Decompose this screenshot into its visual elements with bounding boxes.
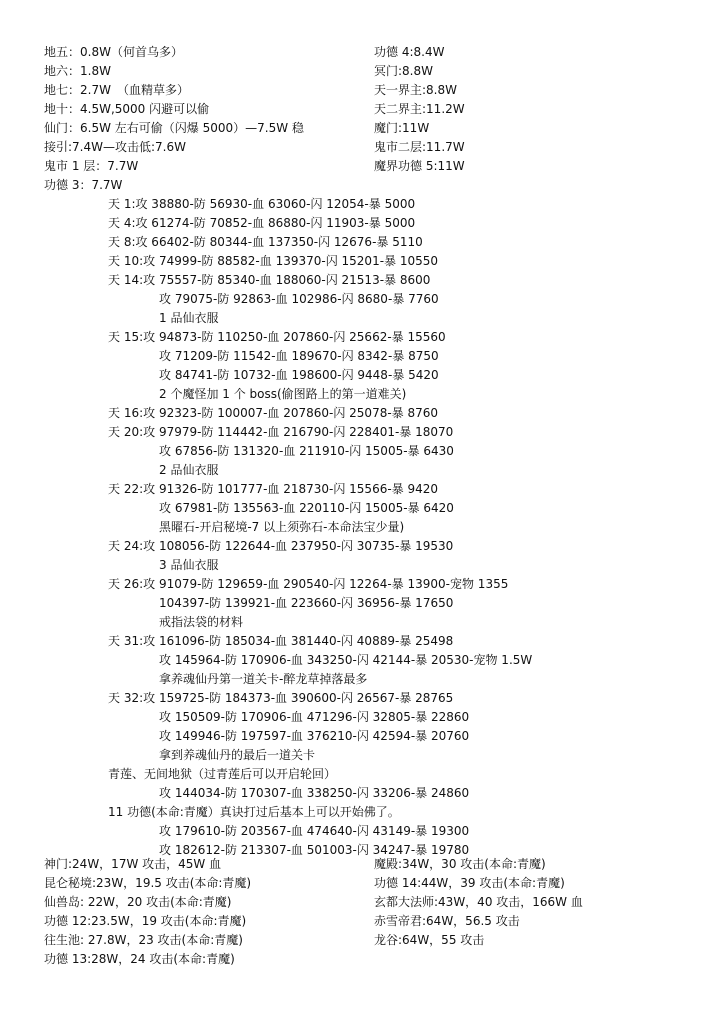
stat-line: 攻 67856-防 131320-血 211910-闪 15005-暴 6430 [159,444,454,458]
stat-line: 3 品仙衣服 [159,558,219,572]
text-line: 地七：2.7W （血精草多） [44,83,189,97]
text-line: 玄都大法师:43W，40 攻击，166W 血 [374,895,583,909]
stat-line: 天 4:攻 61274-防 70852-血 86880-闪 11903-暴 5000 [108,216,416,230]
stat-line: 天 24:攻 108056-防 122644-血 237950-闪 30735-暴 19530 [108,539,454,553]
stat-line: 天 14:攻 75557-防 85340-血 188060-闪 21513-暴 8600 [108,273,431,287]
bottom-left-list [44,855,364,969]
top-left-list [44,43,364,176]
stat-line: 天 31:攻 161096-防 185034-血 381440-闪 40889-暴 25498 [108,634,454,648]
stat-line: 功德 3：7.7W [44,178,123,192]
stat-line: 104397-防 139921-血 223660-闪 36956-暴 17650 [159,596,454,610]
text-line: 功德 4:8.4W [374,45,445,59]
stat-line: 青莲、无间地狱（过青莲后可以开启轮回） [108,767,337,781]
text-line: 冥门:8.8W [374,64,433,78]
stat-line: 拿养魂仙丹第一道关卡-醉龙草掉落最多 [159,672,368,686]
text-line: 天二界主:11.2W [374,102,465,116]
stat-line: 攻 84741-防 10732-血 198600-闪 9448-暴 5420 [159,368,439,382]
stat-line: 攻 179610-防 203567-血 474640-闪 43149-暴 19300 [159,824,470,838]
stat-line: 天 22:攻 91326-防 101777-血 218730-闪 15566-暴 9420 [108,482,439,496]
stat-line: 天 16:攻 92323-防 100007-血 207860-闪 25078-暴 8760 [108,406,439,420]
text-line: 仙门：6.5W 左右可偷（闪爆 5000）—7.5W 稳 [44,121,304,135]
text-line: 昆仑秘境:23W，19.5 攻击(本命:青魔) [44,876,252,890]
top-right-list [374,43,704,176]
stat-line: 天 15:攻 94873-防 110250-血 207860-闪 25662-暴 15560 [108,330,446,344]
stat-line: 天 32:攻 159725-防 184373-血 390600-闪 26567-暴 28765 [108,691,454,705]
stat-line: 天 1:攻 38880-防 56930-血 63060-闪 12054-暴 5000 [108,197,416,211]
stat-line: 1 品仙衣服 [159,311,219,325]
stat-line: 黑曜石-开启秘境-7 以上须弥石-本命法宝少量) [159,520,405,534]
text-line: 往生池: 27.8W，23 攻击(本命:青魔) [44,933,243,947]
text-line: 神门:24W，17W 攻击，45W 血 [44,857,222,871]
text-line: 魔门:11W [374,121,430,135]
text-line: 接引:7.4W—攻击低:7.6W [44,140,186,154]
stat-line: 攻 182612-防 213307-血 501003-闪 34247-暴 19780 [159,843,470,857]
stat-line: 2 品仙衣服 [159,463,219,477]
stat-line: 天 26:攻 91079-防 129659-血 290540-闪 12264-暴 13900-宠物 1355 [108,577,509,591]
text-line: 功德 14:44W，39 攻击(本命:青魔) [374,876,565,890]
stat-line: 天 8:攻 66402-防 80344-血 137350-闪 12676-暴 5110 [108,235,423,249]
stat-line: 攻 71209-防 11542-血 189670-闪 8342-暴 8750 [159,349,439,363]
text-line: 地十：4.5W,5000 闪避可以偷 [44,102,210,116]
stat-line: 攻 79075-防 92863-血 102986-闪 8680-暴 7760 [159,292,439,306]
stat-line: 戒指法袋的材料 [159,615,244,629]
stat-line: 天 10:攻 74999-防 88582-血 139370-闪 15201-暴 10550 [108,254,439,268]
text-line: 地六：1.8W [44,64,111,78]
text-line: 鬼市二层:11.7W [374,140,465,154]
text-line: 魔殿:34W，30 攻击(本命:青魔) [374,857,546,871]
text-line: 天一界主:8.8W [374,83,457,97]
stat-line: 攻 150509-防 170906-血 471296-闪 32805-暴 22860 [159,710,470,724]
text-line: 魔界功德 5:11W [374,159,465,173]
text-line: 地五：0.8W（何首乌多） [44,45,183,59]
text-line: 赤雪帝君:64W，56.5 攻击 [374,914,520,928]
stat-line: 拿到养魂仙丹的最后一道关卡 [159,748,316,762]
stat-line: 11 功德(本命:青魔）真诀打过后基本上可以开始佛了。 [108,805,400,819]
text-line: 功德 12:23.5W，19 攻击(本命:青魔) [44,914,247,928]
stat-line: 攻 67981-防 135563-血 220110-闪 15005-暴 6420 [159,501,454,515]
text-line: 鬼市 1 层：7.7W [44,159,139,173]
bottom-right-list [374,855,704,950]
stat-line: 攻 144034-防 170307-血 338250-闪 33206-暴 24860 [159,786,470,800]
stat-line: 2 个魔怪加 1 个 boss(偷图路上的第一道难关) [159,387,407,401]
stage-stats-list [44,176,704,860]
text-line: 仙兽岛: 22W，20 攻击(本命:青魔) [44,895,232,909]
stat-line: 攻 149946-防 197597-血 376210-闪 42594-暴 20760 [159,729,470,743]
stat-line: 攻 145964-防 170906-血 343250-闪 42144-暴 20530-宠物 1.5W [159,653,533,667]
stat-line: 天 20:攻 97979-防 114442-血 216790-闪 228401-暴 18070 [108,425,454,439]
text-line: 功德 13:28W，24 攻击(本命:青魔) [44,952,235,966]
text-line: 龙谷:64W，55 攻击 [374,933,485,947]
